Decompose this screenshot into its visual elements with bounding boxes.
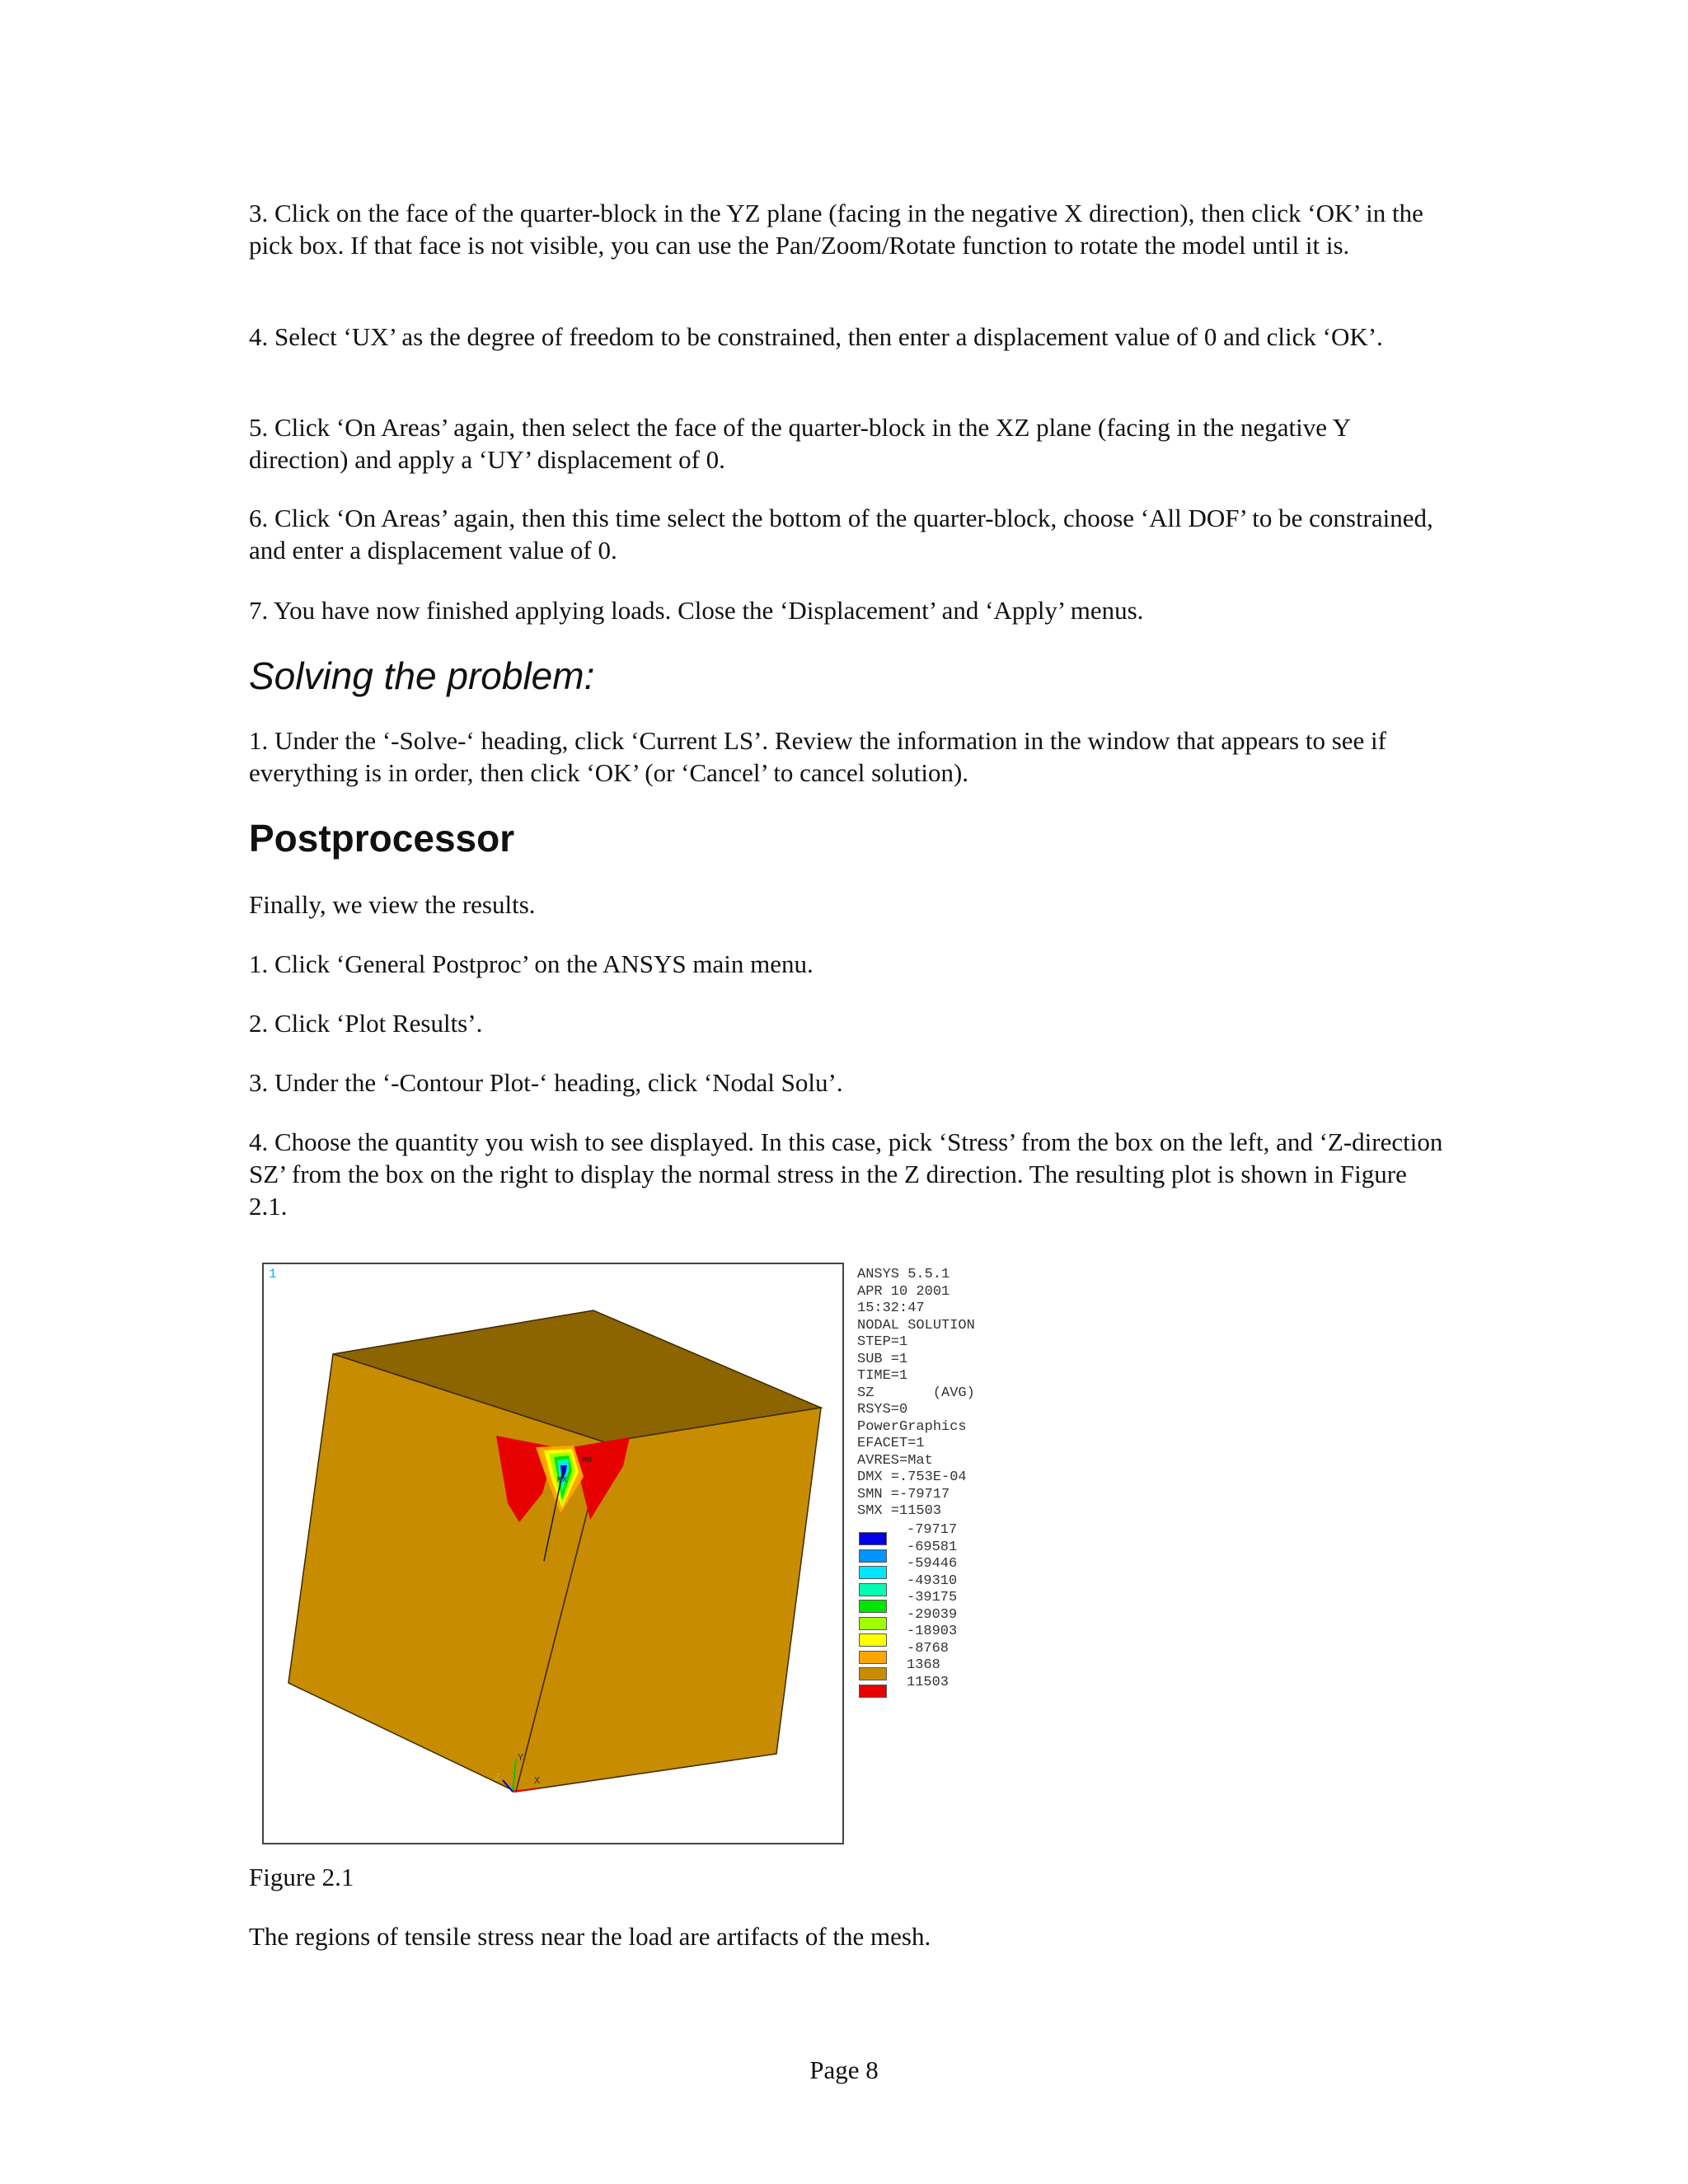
mx-marker: MX	[557, 1476, 568, 1485]
legend-value: -18903	[907, 1624, 958, 1639]
legend-value: -39175	[907, 1590, 958, 1605]
postprocessor-intro: Finally, we view the results.	[249, 890, 536, 919]
legend-entry	[857, 1624, 1055, 1641]
legend-value: 1368	[907, 1657, 940, 1673]
svg-text:Z: Z	[495, 1772, 501, 1783]
legend-entry	[857, 1522, 1055, 1540]
info-line: APR 10 2001	[857, 1283, 950, 1300]
page-number: Page 8	[809, 2055, 879, 2084]
step-6-on-areas-bottom: 6. Click ‘On Areas’ again, then this time select the bottom of the quarter-block, choose ‘All DOF’ to be constrained, and enter a displacement value of 0.	[249, 504, 1433, 565]
ansys-plot-figure	[262, 1263, 844, 1844]
window-number: 1	[269, 1267, 277, 1282]
legend-value: -79717	[907, 1522, 958, 1538]
legend-entry	[857, 1590, 1055, 1607]
legend-entry	[857, 1540, 1055, 1557]
closing-note: The regions of tensile stress near the load are artifacts of the mesh.	[249, 1922, 931, 1951]
legend-entry	[857, 1675, 1055, 1692]
legend-value: -49310	[907, 1572, 958, 1589]
info-line: TIME=1	[857, 1368, 908, 1384]
legend-entry	[857, 1641, 1055, 1658]
info-line: SMN =-79717	[857, 1486, 950, 1502]
postprocessor-heading: Postprocessor	[249, 817, 515, 860]
info-line: ANSYS 5.5.1	[857, 1267, 950, 1282]
svg-text:Y: Y	[518, 1752, 524, 1764]
info-line: NODAL SOLUTION	[857, 1317, 975, 1333]
step-5-on-areas-xz: 5. Click ‘On Areas’ again, then select the face of the quarter-block in the XZ plane (facing in the negative Y direction) and apply a ‘UY’ displacement of 0.	[249, 413, 1350, 474]
legend-entry	[857, 1573, 1055, 1591]
info-line: STEP=1	[857, 1334, 908, 1350]
info-line: DMX =.753E-04	[857, 1469, 967, 1485]
step-3-pick-yz-face: 3. Click on the face of the quarter-block in the YZ plane (facing in the negative X direction), then click ‘OK’ in the pick box. If that face is not visible, you can use the Pan/Zoom/Rotate function to rotate the model until it is.	[249, 199, 1423, 260]
svg-text:X: X	[534, 1775, 541, 1787]
legend-value: -8768	[907, 1640, 950, 1657]
info-line: AVRES=Mat	[857, 1452, 933, 1469]
ansys-info-block	[857, 1267, 1055, 1521]
legend-value: 11503	[907, 1674, 950, 1690]
post-step-2: 2. Click ‘Plot Results’.	[249, 1009, 483, 1038]
post-step-3: 3. Under the ‘-Contour Plot-‘ heading, click ‘Nodal Solu’.	[249, 1068, 843, 1097]
post-step-1: 1. Click ‘General Postproc’ on the ANSYS main menu.	[249, 949, 814, 978]
info-line: SUB =1	[857, 1351, 908, 1367]
stress-contour-plot	[264, 1264, 842, 1843]
solving-step-1: 1. Under the ‘-Solve-‘ heading, click ‘Current LS’. Review the information in the window that appears to see if everything is in order, then click ‘OK’ (or ‘Cancel’ to cancel solution).	[249, 726, 1386, 787]
stress-legend	[857, 1522, 1055, 1691]
legend-value: -59446	[907, 1556, 958, 1572]
legend-entry	[857, 1556, 1055, 1573]
step-4-select-ux: 4. Select ‘UX’ as the degree of freedom to be constrained, then enter a displacement value of 0 and click ‘OK’.	[249, 322, 1383, 351]
step-7-finish-loads: 7. You have now finished applying loads. Close the ‘Displacement’ and ‘Apply’ menus.	[249, 596, 1144, 625]
info-line: RSYS=0	[857, 1402, 908, 1418]
info-line: SZ (AVG)	[857, 1385, 975, 1401]
mn-marker: MN	[582, 1456, 593, 1465]
post-step-4: 4. Choose the quantity you wish to see displayed. In this case, pick ‘Stress’ from the box on the left, and ‘Z-direction SZ’ from the box on the right to display the normal stress in the Z direction. The resulting plot is shown in Figure 2.1.	[249, 1127, 1443, 1221]
info-line: PowerGraphics	[857, 1418, 967, 1435]
info-line: 15:32:47	[857, 1301, 925, 1316]
legend-swatch	[859, 1685, 887, 1698]
info-line: EFACET=1	[857, 1436, 925, 1451]
info-line: SMX =11503	[857, 1503, 942, 1519]
legend-entry	[857, 1607, 1055, 1624]
figure-caption: Figure 2.1	[249, 1863, 354, 1891]
solving-heading: Solving the problem:	[249, 654, 595, 697]
legend-value: -69581	[907, 1539, 958, 1555]
legend-entry	[857, 1657, 1055, 1675]
legend-value: -29039	[907, 1606, 958, 1623]
